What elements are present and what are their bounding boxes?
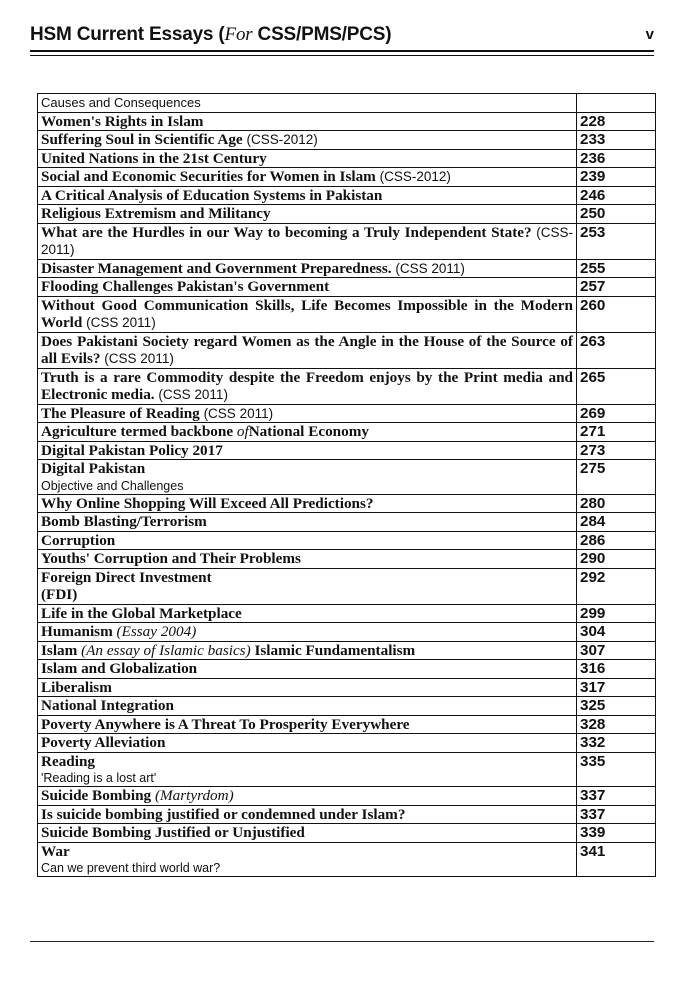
entry-title [41, 423, 573, 441]
page-number-value: 341 [580, 842, 606, 860]
entry-title-text: Corruption [41, 531, 116, 549]
contents-row [38, 787, 656, 806]
page-number-value: 269 [580, 404, 606, 422]
page-number-value: 228 [580, 112, 606, 130]
page-number-value: 260 [580, 296, 606, 314]
entry-title-cell [38, 460, 577, 495]
entry-title-cell [38, 278, 577, 297]
contents-row [38, 149, 656, 168]
entry-title-cell [38, 296, 577, 332]
entry-page-cell [577, 404, 656, 423]
entry-title-cell [38, 332, 577, 368]
entry-page-cell [577, 494, 656, 513]
entry-title-cell [38, 149, 577, 168]
page-number-value: 316 [580, 660, 606, 677]
entry-title [41, 605, 573, 623]
page-number-value: 273 [580, 441, 606, 459]
entry-title-text: Is suicide bombing justified or condemned under Islam? [41, 805, 406, 823]
entry-title-text: Foreign Direct Investment [41, 568, 212, 586]
page-number-value: 325 [580, 697, 606, 714]
page-number-value: 337 [580, 787, 606, 804]
contents-row [38, 112, 656, 131]
entry-page-cell [577, 441, 656, 460]
contents-row [38, 805, 656, 824]
entry-title [41, 113, 573, 131]
entry-title-part: Agriculture termed backbone [41, 423, 237, 440]
entry-title [41, 753, 573, 771]
entry-page-cell [577, 223, 656, 259]
entry-note: (CSS-2012) [379, 169, 451, 184]
entry-page-cell [577, 752, 656, 787]
header-rule-thin [30, 55, 654, 56]
page-number-value: 239 [580, 168, 606, 185]
contents-row [38, 278, 656, 297]
entry-title-part: National Economy [248, 423, 369, 440]
running-title [30, 24, 391, 46]
page-number-value: 250 [580, 205, 606, 222]
entry-title-text: Bomb Blasting/Terrorism [41, 513, 207, 530]
page-number-value: 284 [580, 513, 606, 530]
entry-title-text: Without Good Communication Skills, Life Becomes Impossible in the Modern World [41, 296, 573, 331]
page-number-value: 335 [580, 752, 606, 770]
entry-title-text: A Critical Analysis of Education Systems in Pakistan [41, 186, 383, 204]
entry-title-cell [38, 94, 577, 113]
page-number-value: 290 [580, 550, 606, 567]
entry-title-part: Islamic Fundamentalism [250, 641, 416, 659]
entry-note: (CSS 2011) [86, 315, 156, 330]
page-number-value: 339 [580, 824, 606, 841]
entry-page-cell [577, 259, 656, 278]
contents-row [38, 678, 656, 697]
entry-title [41, 623, 573, 641]
page-number-value: 271 [580, 423, 606, 440]
entry-page-cell [577, 513, 656, 532]
contents-row [38, 568, 656, 604]
entry-page-cell [577, 423, 656, 442]
entry-title [41, 460, 573, 478]
entry-italic-note: (Martyrdom) [154, 787, 234, 804]
entry-page-cell [577, 568, 656, 604]
page-number-value: 253 [580, 223, 606, 241]
page-number-value: 286 [580, 531, 606, 549]
header-rule-thick [30, 50, 654, 52]
contents-row [38, 186, 656, 205]
entry-title-part: Islam [41, 641, 82, 659]
page-number: v [645, 26, 654, 43]
entry-title-text: Social and Economic Securities for Women in Islam [41, 168, 376, 185]
entry-title [41, 224, 573, 259]
entry-title-cell [38, 441, 577, 460]
entry-title-cell [38, 842, 577, 877]
page-number-value: 304 [580, 623, 606, 640]
entry-title [41, 697, 573, 715]
entry-title-text: National Integration [41, 697, 174, 714]
contents-row [38, 223, 656, 259]
entry-note: (CSS-2012) [246, 132, 318, 147]
entry-title-text: Truth is a rare Commodity despite the Freedom enjoys by the Print media and Electronic media. [41, 368, 573, 403]
entry-title [41, 187, 573, 205]
entry-page-cell [577, 112, 656, 131]
entry-page-cell [577, 131, 656, 150]
paren-open: ( [218, 24, 225, 45]
contents-row [38, 168, 656, 187]
entry-title-line2: (FDI) [41, 586, 78, 603]
entry-title-text: Poverty Alleviation [41, 734, 166, 751]
entry-page-cell [577, 149, 656, 168]
entry-title-text: Digital Pakistan Policy 2017 [41, 441, 223, 459]
entry-note: (CSS 2011) [395, 260, 465, 276]
page-header [30, 24, 654, 52]
entry-title-cell [38, 623, 577, 642]
entry-title [41, 278, 573, 296]
contents-row [38, 332, 656, 368]
contents-row [38, 824, 656, 843]
page-number-value: 236 [580, 149, 606, 167]
entry-title-text: Why Online Shopping Will Exceed All Predictions? [41, 494, 374, 512]
entry-title-text: Poverty Anywhere is A Threat To Prosperity Everywhere [41, 715, 410, 733]
entry-page-cell [577, 842, 656, 877]
entry-title-text: War [41, 842, 70, 860]
entry-note: (CSS 2011) [203, 405, 274, 421]
contents-row [38, 550, 656, 569]
entry-subtitle: 'Reading is a lost art' [41, 771, 157, 785]
entry-title-text: Youths' Corruption and Their Problems [41, 550, 301, 567]
contents-row [38, 296, 656, 332]
entry-title-cell [38, 568, 577, 604]
contents-row [38, 752, 656, 787]
entry-title [41, 205, 573, 223]
entry-title-cell [38, 168, 577, 187]
entry-page-cell [577, 715, 656, 734]
page-number-value: 332 [580, 734, 606, 751]
entry-title-cell [38, 805, 577, 824]
contents-row [38, 460, 656, 495]
entry-title [41, 495, 573, 513]
entry-title-cell [38, 131, 577, 150]
contents-row [38, 623, 656, 642]
entry-page-cell [577, 787, 656, 806]
page-number-value: 299 [580, 604, 606, 622]
entry-title-italic: (An essay of Islamic basics) [81, 641, 251, 659]
entry-title-text: Religious Extremism and Militancy [41, 205, 271, 222]
contents-table-body [38, 94, 656, 877]
entry-page-cell [577, 824, 656, 843]
entry-title-cell [38, 678, 577, 697]
title-italic-for: For [224, 24, 253, 45]
entry-title [41, 716, 573, 734]
entry-title-text: Life in the Global Marketplace [41, 604, 242, 622]
contents-row [38, 697, 656, 716]
entry-title-cell [38, 368, 577, 404]
contents-row [38, 131, 656, 150]
entry-page-cell [577, 332, 656, 368]
entry-page-cell [577, 660, 656, 679]
entry-title-cell [38, 423, 577, 442]
entry-title-text: Disaster Management and Government Preparedness. [41, 259, 392, 277]
entry-title-cell [38, 205, 577, 224]
entry-title-cell [38, 697, 577, 716]
entry-page-cell [577, 623, 656, 642]
entry-page-cell [577, 604, 656, 623]
contents-row [38, 441, 656, 460]
entry-title [41, 806, 573, 824]
page-number-value: 265 [580, 368, 606, 386]
contents-row [38, 715, 656, 734]
page-number-value: 255 [580, 259, 606, 277]
entry-title-cell [38, 604, 577, 623]
entry-title-text: Suicide Bombing Justified or Unjustified [41, 824, 305, 841]
entry-title [41, 131, 573, 149]
entry-title-cell [38, 513, 577, 532]
page-number-value: 275 [580, 460, 606, 477]
contents-row [38, 205, 656, 224]
entry-title-cell [38, 223, 577, 259]
entry-title [41, 787, 573, 805]
page-number-value: 233 [580, 131, 606, 148]
entry-title-text: Liberalism [41, 678, 112, 696]
entry-title-cell [38, 787, 577, 806]
contents-row [38, 604, 656, 623]
entry-page-cell [577, 531, 656, 550]
entry-title [41, 442, 573, 460]
entry-title-italic: of [236, 423, 249, 440]
entry-title-text: Digital Pakistan [41, 460, 146, 477]
entry-title [41, 168, 573, 186]
entry-page-cell [577, 186, 656, 205]
entry-title [41, 824, 573, 842]
entry-page-cell [577, 641, 656, 660]
entry-page-cell [577, 550, 656, 569]
entry-page-cell [577, 205, 656, 224]
section-heading: Causes and Consequences [41, 95, 201, 110]
contents-row [38, 368, 656, 404]
entry-page-cell [577, 697, 656, 716]
page-number-value: 263 [580, 332, 606, 350]
footer-rule [30, 941, 654, 942]
entry-page-cell [577, 168, 656, 187]
entry-title-cell [38, 824, 577, 843]
page-number-value: 246 [580, 186, 606, 204]
entry-title-text: Reading [41, 752, 96, 770]
entry-title-cell [38, 715, 577, 734]
page-number-value: 337 [580, 805, 606, 823]
entry-subtitle: Objective and Challenges [41, 478, 184, 493]
entry-title-cell [38, 734, 577, 753]
entry-title [41, 569, 573, 587]
entry-title [41, 660, 573, 678]
entry-title-cell [38, 112, 577, 131]
entry-page-cell [577, 460, 656, 495]
entry-title-cell [38, 641, 577, 660]
contents-row [38, 842, 656, 877]
entry-title [41, 333, 573, 368]
page-number-value: 280 [580, 494, 606, 512]
contents-row [38, 660, 656, 679]
entry-title [41, 843, 573, 861]
contents-row [38, 641, 656, 660]
entry-title-text: What are the Hurdles in our Way to becoming a Truly Independent State? [41, 223, 532, 241]
contents-row [38, 494, 656, 513]
entry-title-text: Women's Rights in Islam [41, 112, 204, 130]
entry-title-text: Does Pakistani Society regard Women as the Angle in the House of the Source of all Evils? [41, 332, 573, 367]
entry-title [41, 532, 573, 550]
contents-row [38, 734, 656, 753]
page-number-value: 292 [580, 568, 606, 586]
section-row [38, 94, 656, 113]
contents-table [37, 93, 656, 877]
entry-title [41, 369, 573, 404]
entry-title-cell [38, 494, 577, 513]
entry-note: (CSS-2011) [41, 224, 574, 257]
entry-title-text: Islam and Globalization [41, 660, 198, 677]
entry-page-cell [577, 296, 656, 332]
entry-page-cell [577, 734, 656, 753]
entry-title-cell [38, 752, 577, 787]
page-number-value: 328 [580, 715, 606, 733]
entry-page-cell [577, 368, 656, 404]
entry-italic-note: (Essay 2004) [116, 623, 197, 640]
entry-page-cell [577, 805, 656, 824]
entry-title [41, 260, 573, 278]
entry-title [41, 642, 573, 660]
entry-title-text: Humanism [41, 623, 113, 640]
entry-title [41, 513, 573, 531]
entry-title [41, 679, 573, 697]
entry-page-cell [577, 678, 656, 697]
entry-title-cell [38, 660, 577, 679]
page-number-value: 317 [580, 678, 606, 696]
entry-title-cell [38, 550, 577, 569]
entry-title [41, 297, 573, 332]
entry-title [41, 550, 573, 568]
entry-page-cell [577, 278, 656, 297]
entry-title-text: The Pleasure of Reading [41, 404, 200, 422]
entry-title-text: Suicide Bombing [41, 787, 152, 804]
page-number-value: 257 [580, 278, 606, 295]
entry-title-text: Flooding Challenges Pakistan's Government [41, 278, 330, 295]
entry-note: (CSS 2011) [104, 351, 174, 366]
entry-title-cell [38, 186, 577, 205]
contents-row [38, 404, 656, 423]
entry-title [41, 150, 573, 168]
entry-title-text: Suffering Soul in Scientific Age [41, 131, 243, 148]
entry-title [41, 405, 573, 423]
page-number-value: 307 [580, 641, 606, 659]
entry-title-cell [38, 531, 577, 550]
entry-page-cell [577, 94, 656, 113]
entry-note: (CSS 2011) [158, 387, 228, 402]
entry-title-cell [38, 259, 577, 278]
entry-title-text: United Nations in the 21st Century [41, 149, 267, 167]
contents-row [38, 531, 656, 550]
entry-title-cell [38, 404, 577, 423]
contents-row [38, 259, 656, 278]
contents-row [38, 513, 656, 532]
entry-subtitle: Can we prevent third world war? [41, 861, 221, 875]
contents-row [38, 423, 656, 442]
book-title: HSM Current Essays [30, 24, 214, 45]
title-exams: CSS/PMS/PCS) [257, 24, 392, 45]
entry-title [41, 734, 573, 752]
